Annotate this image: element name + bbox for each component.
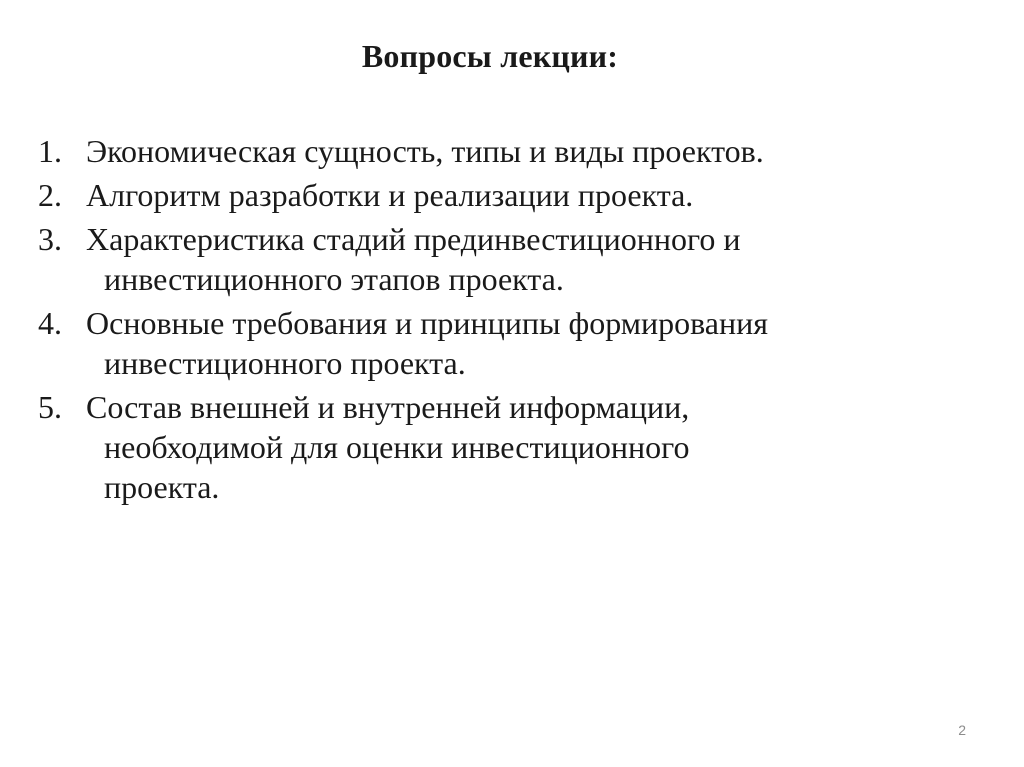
list-item-line: Характеристика стадий прединвестиционного и <box>86 221 741 257</box>
list-item-line: Алгоритм разработки и реализации проекта. <box>86 177 694 213</box>
list-item-line: Основные требования и принципы формирования <box>86 305 768 341</box>
list-item <box>38 387 938 507</box>
list-item <box>38 175 938 215</box>
list-item-line: проекта. <box>104 469 220 505</box>
list-item-text <box>86 303 768 383</box>
list-item-line: инвестиционного этапов проекта. <box>104 261 564 297</box>
list-item-number: 2. <box>38 177 62 213</box>
slide-title: Вопросы лекции: <box>361 38 619 74</box>
list-item-text <box>86 387 689 507</box>
list-item-text <box>86 131 764 171</box>
lecture-questions-list <box>38 131 938 511</box>
list-item <box>38 219 938 299</box>
page-number: 2 <box>958 722 966 738</box>
list-item <box>38 131 938 171</box>
list-item-number: 4. <box>38 305 62 341</box>
list-item-number: 1. <box>38 133 62 169</box>
list-item-number: 3. <box>38 221 62 257</box>
list-item-number: 5. <box>38 389 62 425</box>
list-item-text <box>86 219 740 299</box>
list-item-line: инвестиционного проекта. <box>104 345 466 381</box>
list-item-line: Экономическая сущность, типы и виды проектов. <box>86 133 764 169</box>
list-item-line: Состав внешней и внутренней информации, <box>86 389 690 425</box>
list-item <box>38 303 938 383</box>
list-item-text <box>86 175 693 215</box>
list-item-line: необходимой для оценки инвестиционного <box>104 429 690 465</box>
